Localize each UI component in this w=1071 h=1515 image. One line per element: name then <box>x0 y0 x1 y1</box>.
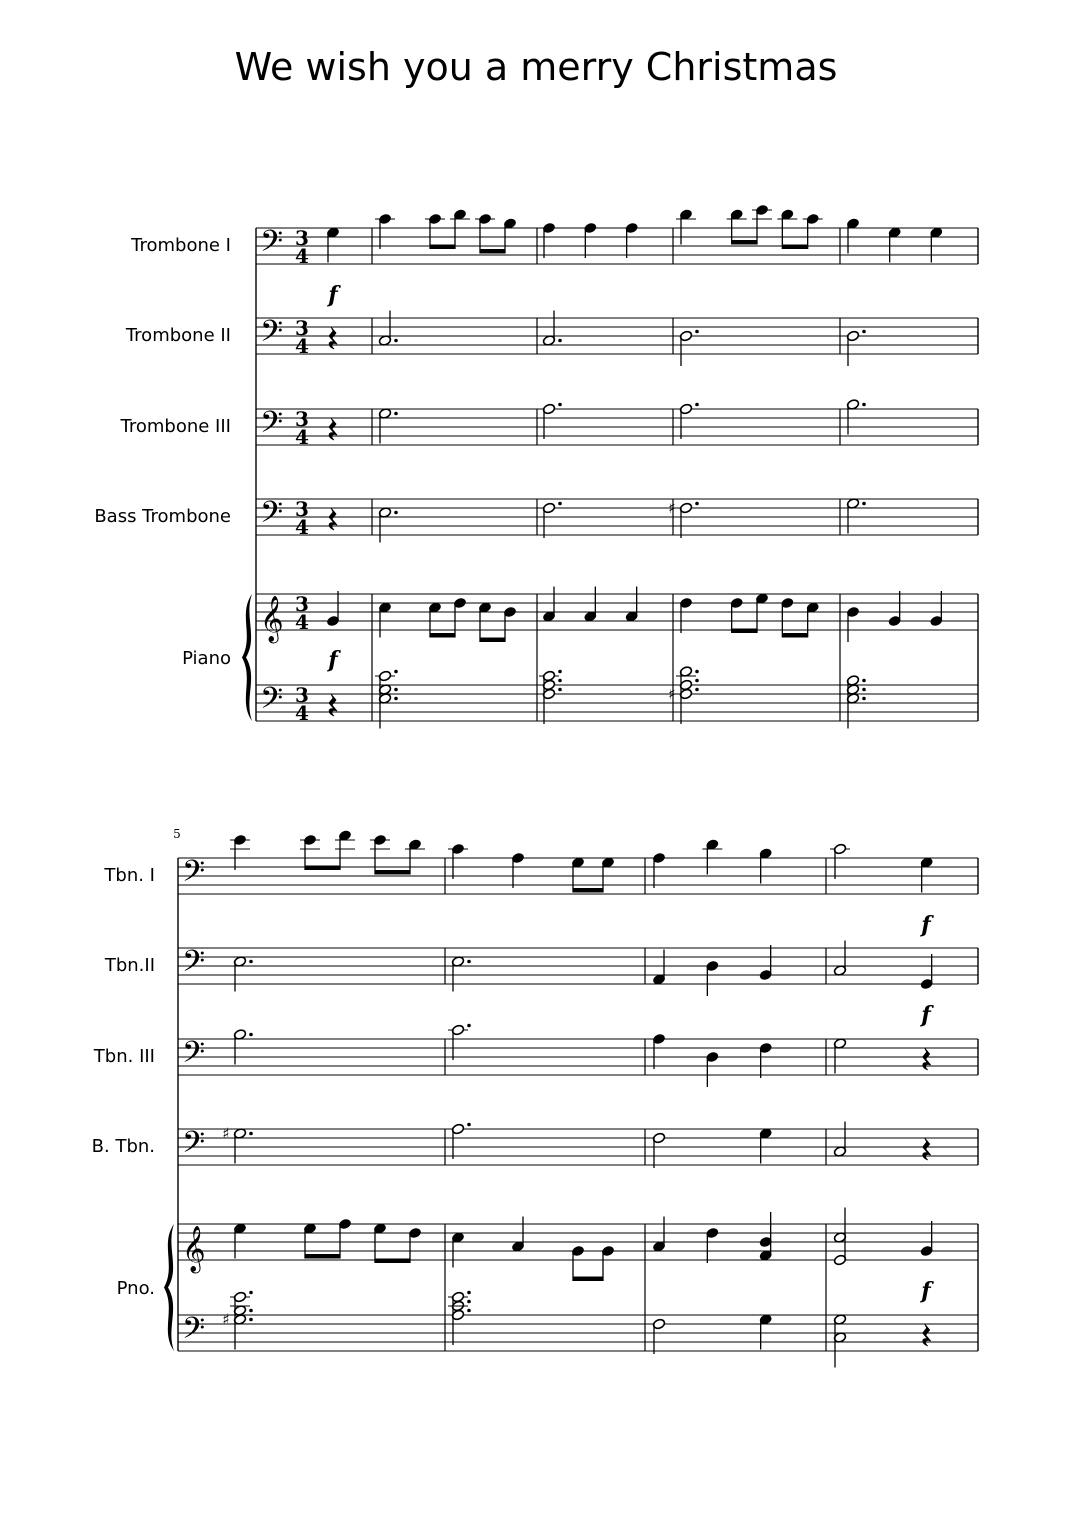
measure-number: 5 <box>173 827 181 841</box>
augmentation-dot <box>695 688 699 692</box>
time-signature-denominator: 4 <box>295 610 309 634</box>
dynamic-forte: f <box>921 1002 931 1028</box>
augmentation-dot <box>558 339 562 343</box>
instrument-label-trombone-1: Trombone I <box>131 235 231 256</box>
bass-clef-icon: 𝄢 <box>260 682 284 723</box>
augmentation-dot <box>695 670 699 674</box>
beam <box>480 638 505 643</box>
quarter-rest-icon <box>923 1048 931 1070</box>
augmentation-dot <box>467 1300 471 1304</box>
augmentation-dot <box>394 688 398 692</box>
quarter-rest-icon <box>329 327 337 349</box>
piano-brace-icon <box>164 1224 174 1351</box>
dynamic-forte: f <box>921 912 931 938</box>
quarter-rest-icon <box>329 694 337 716</box>
notation-layer <box>164 204 978 1367</box>
bass-clef-icon: 𝄢 <box>260 315 284 356</box>
quarter-rest-icon <box>329 418 337 440</box>
beam <box>782 245 807 250</box>
time-signature-numerator: 3 <box>295 683 309 707</box>
dynamic-forte: f <box>921 1278 931 1304</box>
instrument-label-trombone-3: Trombone III <box>120 416 231 437</box>
beam <box>732 629 757 634</box>
time-signature-denominator: 4 <box>295 515 309 539</box>
bass-clef-icon: 𝄢 <box>182 1126 206 1167</box>
time-signature-numerator: 3 <box>295 407 309 431</box>
beam <box>375 1259 410 1264</box>
time-signature-numerator: 3 <box>295 226 309 250</box>
augmentation-dot <box>467 1024 471 1028</box>
beam <box>430 633 455 638</box>
augmentation-dot <box>695 679 699 683</box>
time-signature-numerator: 3 <box>295 497 309 521</box>
sharp-icon: ♯ <box>222 1124 230 1143</box>
instrument-label-piano: Piano <box>182 648 231 669</box>
augmentation-dot <box>467 1309 471 1313</box>
instrument-label-trombone-2: Trombone II <box>125 325 231 346</box>
instrument-label-tbn-2: Tbn.II <box>104 955 155 976</box>
beam <box>430 245 455 250</box>
augmentation-dot <box>695 330 699 334</box>
instrument-label-pno: Pno. <box>116 1278 155 1299</box>
beam <box>305 1254 340 1259</box>
augmentation-dot <box>394 339 398 343</box>
augmentation-dot <box>558 670 562 674</box>
sharp-icon: ♯ <box>668 499 676 517</box>
augmentation-dot <box>695 403 699 407</box>
beam <box>732 240 757 245</box>
beam <box>305 866 340 871</box>
augmentation-dot <box>862 679 866 683</box>
augmentation-dot <box>558 403 562 407</box>
instrument-label-tbn-3: Tbn. III <box>93 1046 155 1067</box>
augmentation-dot <box>249 1291 253 1295</box>
bass-clef-icon: 𝄢 <box>182 855 206 896</box>
beam <box>375 870 410 875</box>
augmentation-dot <box>862 697 866 701</box>
beam <box>782 633 807 638</box>
bass-clef-icon: 𝄢 <box>260 496 284 537</box>
augmentation-dot <box>862 502 866 506</box>
augmentation-dot <box>558 688 562 692</box>
dynamic-forte: f <box>328 647 338 673</box>
dynamic-forte: f <box>328 282 338 308</box>
bass-clef-icon: 𝄢 <box>260 225 284 266</box>
bass-clef-icon: 𝄢 <box>182 1036 206 1077</box>
augmentation-dot <box>862 688 866 692</box>
bass-clef-icon: 𝄢 <box>182 945 206 986</box>
augmentation-dot <box>558 679 562 683</box>
augmentation-dot <box>467 960 471 964</box>
quarter-rest-icon <box>923 1324 931 1346</box>
augmentation-dot <box>862 403 866 407</box>
augmentation-dot <box>695 502 699 506</box>
quarter-rest-icon <box>923 1138 931 1160</box>
time-signature-denominator: 4 <box>295 334 309 358</box>
bass-clef-icon: 𝄢 <box>182 1312 206 1353</box>
instrument-label-tbn-1: Tbn. I <box>104 865 155 886</box>
instrument-label-bass-trombone: Bass Trombone <box>94 506 231 527</box>
augmentation-dot <box>249 960 253 964</box>
time-signature-numerator: 3 <box>295 592 309 616</box>
score-title: We wish you a merry Christmas <box>234 45 838 89</box>
time-signature-denominator: 4 <box>295 244 309 268</box>
augmentation-dot <box>862 330 866 334</box>
beam <box>573 1277 603 1282</box>
augmentation-dot <box>394 412 398 416</box>
sharp-icon: ♯ <box>222 1310 230 1329</box>
piano-brace-icon <box>242 594 252 721</box>
sharp-icon: ♯ <box>668 685 676 703</box>
augmentation-dot <box>394 697 398 701</box>
augmentation-dot <box>249 1132 253 1136</box>
treble-clef-icon: 𝄞 <box>182 1226 206 1272</box>
augmentation-dot <box>467 1291 471 1295</box>
time-signature-denominator: 4 <box>295 701 309 725</box>
treble-clef-icon: 𝄞 <box>260 596 284 642</box>
augmentation-dot <box>394 670 398 674</box>
augmentation-dot <box>249 1309 253 1313</box>
time-signature-denominator: 4 <box>295 425 309 449</box>
instrument-label-b-tbn: B. Tbn. <box>91 1136 155 1157</box>
augmentation-dot <box>249 1033 253 1037</box>
time-signature-numerator: 3 <box>295 316 309 340</box>
beam <box>480 249 505 254</box>
augmentation-dot <box>249 1318 253 1322</box>
bass-clef-icon: 𝄢 <box>260 406 284 447</box>
augmentation-dot <box>394 511 398 515</box>
augmentation-dot <box>467 1123 471 1127</box>
quarter-rest-icon <box>329 508 337 530</box>
augmentation-dot <box>558 502 562 506</box>
beam <box>573 888 603 893</box>
